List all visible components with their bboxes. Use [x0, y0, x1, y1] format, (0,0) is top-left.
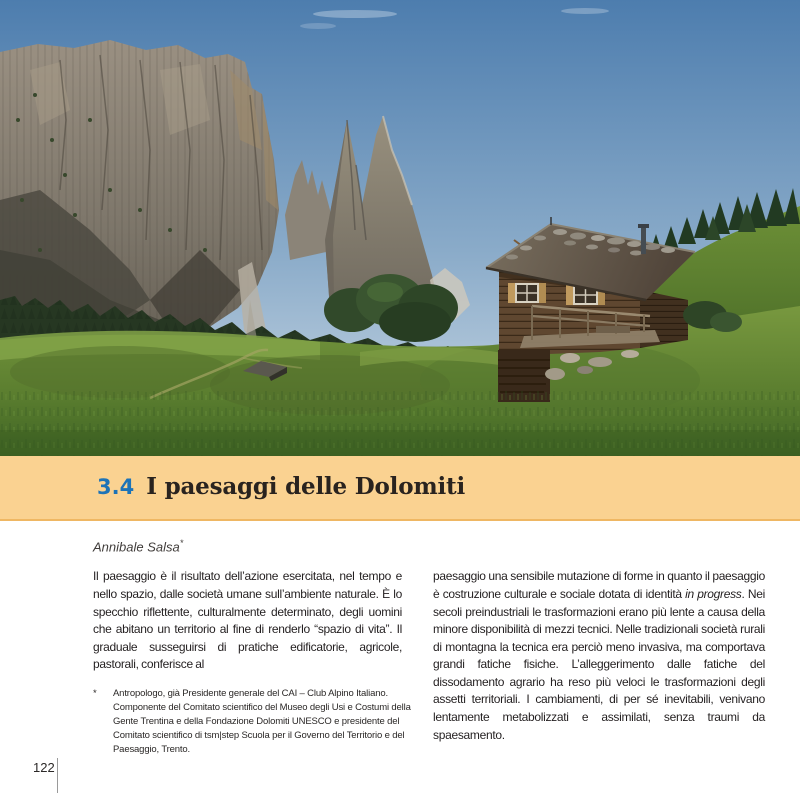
bush-right-small — [710, 312, 742, 332]
footnote — [93, 687, 431, 757]
footnote-marker: * — [93, 687, 97, 699]
two-column-layout — [93, 568, 765, 757]
section-title: I paesaggi delle Dolomiti — [146, 473, 465, 500]
left-column — [93, 568, 411, 757]
foreground-grass — [0, 388, 800, 456]
author-line — [93, 538, 765, 554]
section-number: 3.4 — [97, 475, 135, 499]
right-column — [433, 568, 765, 757]
author-name: Annibale Salsa — [93, 539, 180, 555]
paragraph-right-part1: paesaggio una sensibile mutazione di forme in quanto il paesaggio è costruzione culturale e sociale dotata di identità — [433, 569, 765, 601]
footer-divider — [57, 758, 58, 793]
author-footnote-marker: * — [179, 538, 184, 548]
paragraph-right-part2: . Nei secoli preindustriali le trasformazioni erano più lente a causa della minore disponibilità di mezzi tecnici. Nelle tradizionali società rurali di montagna la tecnica era perciò meno invasiva, ma comportava grandi fatiche fisiche. L’alleggerimento dalle fatiche del dissodamento agrario ha reso più veloci le trasformazioni degli assetti territoriali. I cambiamenti, di per sé inevitabili, venivano lentamente metabolizzati e assimilati, senza traumi da spaesamento. — [433, 586, 766, 742]
page-number: 122 — [33, 760, 55, 775]
page-footer — [0, 758, 120, 800]
paragraph-left: Il paesaggio è il risultato dell’azione esercitata, nel tempo e nello spazio, dalle società umane sull’ambiente naturale. È lo specchio riflettente, culturalmente determinato, degli uomini che abitano un territorio al fine di renderlo “spazio di vita”. Il graduale susseguirsi di pratiche edificatorie, agricole, pastorali, conferisce al — [93, 569, 402, 672]
article-body — [93, 530, 765, 757]
footnote-text: Antropologo, già Presidente generale del CAI – Club Alpino Italiano. Componente del Comitato scientifico del Museo degli Usi e Costumi della Gente Trentina e della Fondazione Dolomiti UNESCO e presidente del Comitato scientifico di tsm|step Scuola per il Governo del Territorio e del Paesaggio, Trento. — [113, 687, 411, 755]
paragraph-right-italic: in progress — [685, 586, 742, 601]
paragraph-right — [433, 568, 765, 744]
section-banner — [0, 456, 800, 521]
